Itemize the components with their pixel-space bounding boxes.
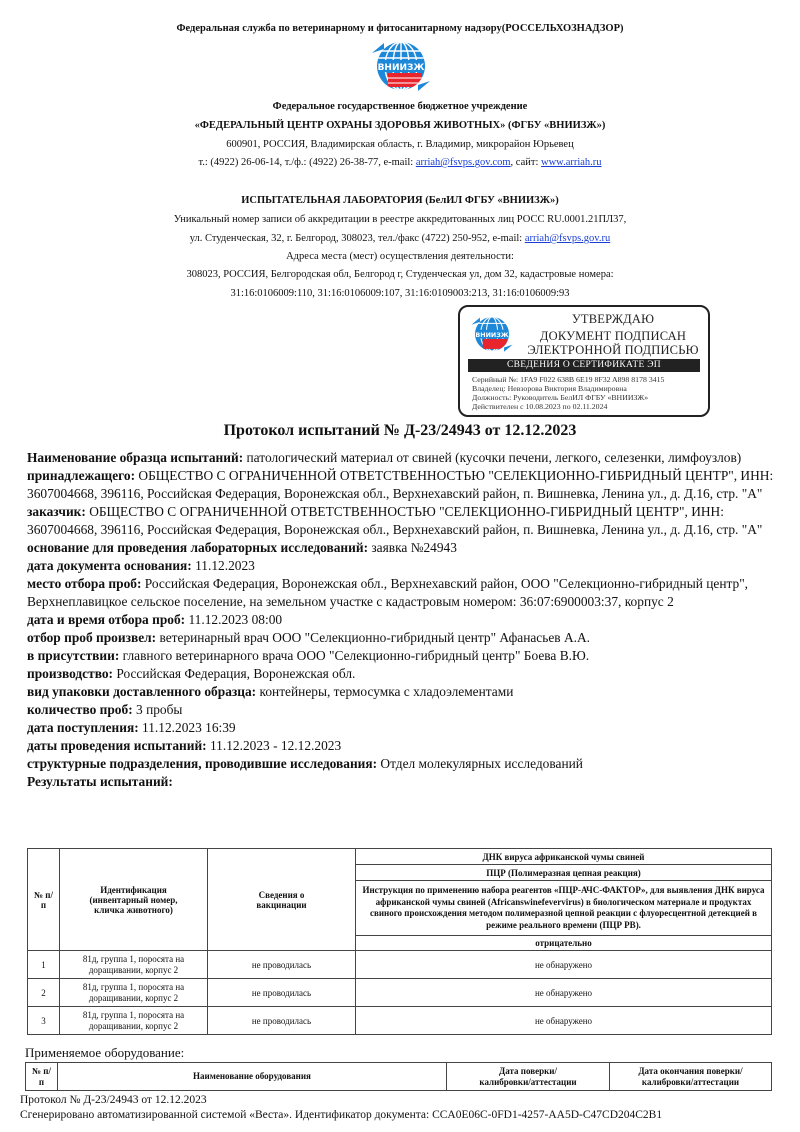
row-identification: 81д, группа 1, поросята на доращивании, корпус 2 [60, 1007, 208, 1035]
field-sampled-by: отбор проб произвел: ветеринарный врач ООО "Селекционно-гибридный центр" Афанасьев А.А. [27, 630, 591, 645]
field-test-dates: даты проведения испытаний: 11.12.2023 - 12.12.2023 [27, 738, 342, 753]
col-header-indicator: ДНК вируса африканской чумы свиней [356, 849, 772, 865]
row-vaccination: не проводилась [208, 951, 356, 979]
footer-generated: Сгенерировано автоматизированной системой «Веста». Идентификатор документа: CCA0E06C-0FD1-4257-AA5D-C47CD204C2B1 [20, 1109, 663, 1121]
contacts-text: т.: (4922) 26-06-14, т./ф.: (4922) 26-38-77, e-mail: [198, 157, 416, 168]
svg-text:ВНИИЗЖ: ВНИИЗЖ [475, 330, 509, 339]
lab-address-text: ул. Студенческая, 32, г. Белгород, 308023, тел./факс (4722) 250-952, e-mail: [189, 233, 525, 244]
e-signature-stamp [458, 305, 710, 417]
field-sample-count: количество проб: 3 пробы [27, 702, 183, 717]
field-sampling-datetime: дата и время отбора проб: 11.12.2023 08:00 [27, 612, 283, 627]
cert-serial: Серийный №: 1FA9 F022 638B 6E19 8F32 A898 8178 3415 [472, 375, 665, 384]
lab-name: ИСПЫТАТЕЛЬНАЯ ЛАБОРАТОРИЯ (БелИЛ ФГБУ «ВНИИЗЖ») [241, 195, 559, 206]
equipment-label: Применяемое оборудование: [25, 1045, 185, 1060]
table-row [28, 1007, 772, 1035]
cadastral-numbers: 31:16:0106009:110, 31:16:0106009:107, 31:16:0109003:213, 31:16:0106009:93 [230, 288, 570, 299]
lab-accreditation: Уникальный номер записи об аккредитации в реестре аккредитованных лиц РОСС RU.0001.21ПЛ37, [173, 214, 627, 225]
field-owner: принадлежащего: ОБЩЕСТВО С ОГРАНИЧЕННОЙ ОТВЕТСТВЕННОСТЬЮ "СЕЛЕКЦИОННО-ГИБРИДНЫЙ ЦЕНТР", ИНН: 3607004668, 396116, Российская Федерация, Воронежская обл., Верхнехавский район, п. Вишневка, Ленина ул., д. Д.16, стр. "А" [27, 468, 774, 501]
col-header-method: ПЦР (Полимеразная цепная реакция) [356, 865, 772, 881]
site-prefix: , сайт: [510, 157, 541, 168]
field-sample-name: Наименование образца испытаний: патологический материал от свиней (кусочки печени, легкого, селезенки, лимфоузлов) [27, 450, 742, 465]
table-row [28, 951, 772, 979]
row-result: не обнаружено [356, 951, 772, 979]
col-header-instruction: Инструкция по применению набора реагентов «ПЦР-АЧС-ФАКТОР», для выявления ДНК вируса африканской чумы свиней (Africanswinefevervirus) в биологическом материале и продуктах свиного происхождения методом полимеразной цепной реакции с флуоресцентной детекцией в режиме реального времени (ПЦР РВ). [356, 881, 772, 936]
field-presence: в присутствии: главного ветеринарного врача ООО "Селекционно-гибридный центр" Боева В.Ю. [27, 648, 590, 663]
field-production: производство: Российская Федерация, Воронежская обл. [27, 666, 356, 681]
field-sampling-place: место отбора проб: Российская Федерация, Воронежская обл., Верхнехавский район, ООО "Селекционно-гибридный центр", Верхнеплавицкое сельское поселение, на земельном участке с кадастровым номером: 36:07:6900003:37, корпус 2 [27, 576, 749, 609]
field-received-date: дата поступления: 11.12.2023 16:39 [27, 720, 236, 735]
row-identification: 81д, группа 1, поросята на доращивании, корпус 2 [60, 979, 208, 1007]
signed-line-2: ЭЛЕКТРОННОЙ ПОДПИСЬЮ [527, 343, 699, 357]
globe-logo-icon [470, 313, 514, 355]
cert-position: Должность: Руководитель БелИЛ ФГБУ «ВНИИЗЖ» [472, 393, 649, 402]
institution-contacts [0, 157, 800, 168]
col-header-number: № п/п [28, 849, 60, 951]
certificate-bar: СВЕДЕНИЯ О СЕРТИФИКАТЕ ЭП [468, 359, 700, 372]
field-packaging: вид упаковки доставленного образца: контейнеры, термосумка с хладоэлементами [27, 684, 514, 699]
row-number: 1 [28, 951, 60, 979]
eq-col-number: № п/п [26, 1063, 58, 1091]
col-header-identification: Идентификация (инвентарный номер, кличка животного) [60, 849, 208, 951]
protocol-fields [27, 449, 777, 791]
footer-protocol-ref: Протокол № Д-23/24943 от 12.12.2023 [20, 1094, 207, 1106]
row-result: не обнаружено [356, 979, 772, 1007]
activity-places-label: Адреса места (мест) осуществления деятельности: [286, 251, 514, 262]
eq-col-end-date: Дата окончания поверки/калибровки/аттестации [610, 1063, 772, 1091]
agency-name: Федеральная служба по ветеринарному и фитосанитарному надзору(РОССЕЛЬХОЗНАДЗОР) [176, 23, 624, 34]
eq-col-name: Наименование оборудования [58, 1063, 447, 1091]
field-basis-date: дата документа основания: 11.12.2023 [27, 558, 255, 573]
row-identification: 81д, группа 1, поросята на доращивании, корпус 2 [60, 951, 208, 979]
results-heading: Результаты испытаний: [27, 774, 173, 789]
field-departments: структурные подразделения, проводившие исследования: Отдел молекулярных исследований [27, 756, 583, 771]
protocol-title: Протокол испытаний № Д-23/24943 от 12.12.2023 [223, 422, 577, 439]
col-header-norm: отрицательно [356, 936, 772, 951]
results-table [27, 848, 772, 1035]
svg-text:ВНИИЗЖ: ВНИИЗЖ [377, 63, 425, 73]
email-link[interactable]: arriah@fsvps.gov.com [415, 157, 511, 168]
institution-name: «ФЕДЕРАЛЬНЫЙ ЦЕНТР ОХРАНЫ ЗДОРОВЬЯ ЖИВОТНЫХ» (ФГБУ «ВНИИЗЖ») [194, 120, 606, 131]
cert-owner: Владелец: Невзорова Виктория Владимировна [472, 384, 627, 393]
row-vaccination: не проводилась [208, 979, 356, 1007]
globe-logo-icon [370, 37, 432, 95]
equipment-table [25, 1062, 772, 1091]
vniizzh-logo [370, 37, 432, 95]
cert-validity: Действителен с 10.08.2023 по 02.11.2024 [472, 402, 608, 411]
site-link[interactable]: www.arriah.ru [541, 157, 602, 168]
row-number: 3 [28, 1007, 60, 1035]
lab-address [0, 233, 800, 244]
row-vaccination: не проводилась [208, 1007, 356, 1035]
signed-line-1: ДОКУМЕНТ ПОДПИСАН [539, 329, 687, 343]
field-customer: заказчик: ОБЩЕСТВО С ОГРАНИЧЕННОЙ ОТВЕТСТВЕННОСТЬЮ "СЕЛЕКЦИОННО-ГИБРИДНЫЙ ЦЕНТР", ИНН: 3607004668, 396116, Российская Федерация, Воронежская обл., Верхнехавский район, п. Вишневка, Ленина ул., д. Д.16, стр. "А" [27, 504, 763, 537]
stamp-logo [470, 313, 514, 360]
col-header-vaccination: Сведения о вакцинации [208, 849, 356, 951]
table-row [28, 979, 772, 1007]
activity-address: 308023, РОССИЯ, Белгородская обл, Белгород г, Студенческая ул, дом 32, кадастровые номера: [186, 269, 614, 280]
institution-type: Федеральное государственное бюджетное учреждение [272, 101, 528, 112]
field-basis: основание для проведения лабораторных исследований: заявка №24943 [27, 540, 457, 555]
lab-email-link[interactable]: arriah@fsvps.gov.ru [524, 233, 611, 244]
eq-col-date: Дата поверки/калибровки/аттестации [447, 1063, 610, 1091]
approve-label: УТВЕРЖДАЮ [571, 312, 655, 326]
institution-address: 600901, РОССИЯ, Владимирская область, г. Владимир, микрорайон Юрьевец [226, 139, 574, 150]
row-result: не обнаружено [356, 1007, 772, 1035]
row-number: 2 [28, 979, 60, 1007]
